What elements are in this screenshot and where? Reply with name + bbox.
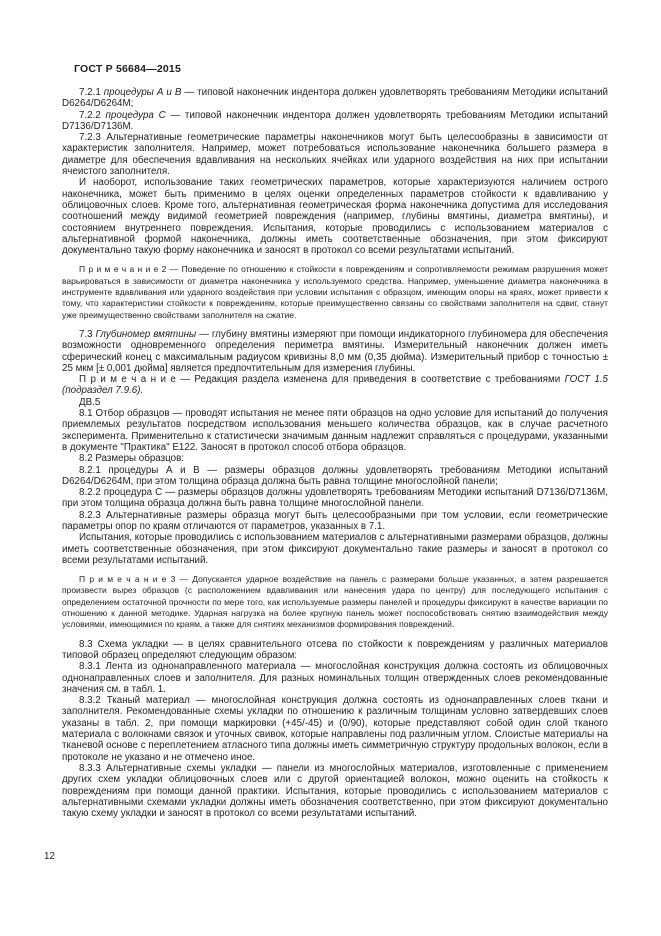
paragraph-8-2-2: 8.2.2 процедура С — размеры образцов должны удовлетворять требованиям Методики испытаний D7136/D7136M, при этом толщина образца должна быть равна толщине многослойной панели. xyxy=(62,487,608,510)
note-text: Допускается ударное воздействие на панель с размерами больше указанных, а затем разрешается произвести вырез образцов (с расположением вдавливания или нанесения удара по центру) для последующего испытания с определением остаточной прочности по мере того, как используемые размеры панелей и процедуры фиксируют в качестве вариации по отношению к данной методике. Ударная нагрузка на более крупную панель может поспособствовать снятию взаимодействия между условиями, имеющимися по краям, а также для снятиях механизмов формирования повреждений. xyxy=(62,574,608,630)
document-body xyxy=(62,87,608,819)
document-header: ГОСТ Р 56684—2015 xyxy=(74,63,182,75)
clause-term: Глубиномер вмятины xyxy=(95,328,197,340)
clause-term: процедура С xyxy=(105,109,166,121)
note-text: Поведение по отношению к стойкости к повреждениям и сопротивляемости режимам разрушения может варьироваться в зависимости от диаметра наконечника у используемого средства. Например, уменьшение диаметра наконечника в инструменте вдавливания или ударного воздействия при условии испытания с образцом, имеющим опоры на краях, может привести к тому, что характеристики стойкости к повреждениям, которые преимущественно связаны со свойствами заполнителя на сдвиг, станут уже преимущественно свойствами заполнителя на сжатие. xyxy=(62,264,608,320)
note-revision xyxy=(62,374,608,397)
note-3 xyxy=(62,574,608,630)
paragraph-8-3-3: 8.3.3 Альтернативные схемы укладки — панели из многослойных материалов, изготовленные с применением других схем укладки облицовочных слоев или с другой ориентацией волокон, можно оценить на стойкость к повреждениям при помощи данной практики. Испытания, которые проводились с использованием материалов с альтернативными схемами укладки должны иметь обозначения соответственно, при этом фиксируют документально такую схему укладки и заносят в протокол со всеми результатами испытаний. xyxy=(62,762,608,820)
paragraph-7-2-3-continued: И наоборот, использование таких геометрических параметров, которые характеризуются наличием острого наконечника, может быть применимо в целях оценки определенных параметров стойкости к вдавливанию у облицовочных слоев. Кроме того, альтернативная геометрическая форма наконечника допустима для исследования соотношений между видимой геометрией повреждения (например, глубины вмятины, диаметра вмятины), и состоянием внутреннего повреждения. Испытания, которые проводились с использованием материалов с альтернативной формой наконечника, должны иметь соответственные обозначения, при этом фиксируют документально такую форму наконечника и заносят в протокол со всеми результатами испытаний. xyxy=(62,177,608,257)
paragraph-dv-5: ДВ.5 xyxy=(79,396,101,408)
note-label: П р и м е ч а н и е 2 — xyxy=(79,264,182,275)
note-label: П р и м е ч а н и е 3 — xyxy=(79,574,193,585)
paragraph-8-3-2: 8.3.2 Тканый материал — многослойная конструкция должна состоять из однонаправленных слоев ткани и заполнителя. Рекомендованные схемы укладки по отношению к различным толщинам условно затвердевших слоев указаны в табл. 2, при помощи маркировки (+45/-45) и (0/90), которые представляют собой один слой тканого материала с волокнами связок и уточных свивок, которые направлены под различным углом. Слоистые материалы на тканевой основе с переплетением атласного типа должны иметь симметричную структуру продольных волокон, если в протоколе не указано и не отмечено иное. xyxy=(62,695,608,763)
paragraph-7-3 xyxy=(62,329,608,374)
paragraph-8-2-1: 8.2.1 процедуры А и В — размеры образцов должны удовлетворять требованиям Методики испытаний D6264/D6264M, при этом толщина образца должна быть равна толщине многослойной панели; xyxy=(62,464,608,487)
paragraph-8-2-3: 8.2.3 Альтернативные размеры образца могут быть целесообразными при том условии, если геометрические параметры опор по краям отличаются от параметров, указанных в 7.1. xyxy=(62,509,608,532)
clause-text: — глубину вмятины измеряют при помощи индикаторного глубиномера для обеспечения возможности одновременного определения периметра вмятины. Измерительный наконечник должен иметь сферический конец с максимальным радиусом кривизны 8,0 мм (0,35 дюйма). Измерительный прибор с точностью ± 25 мкм [± 0,001 дюйма] является предпочтительным для измерения глубины. xyxy=(62,328,609,374)
clause-number: 7.2.2 xyxy=(79,109,106,121)
paragraph-7-2-1 xyxy=(62,87,608,110)
paragraph-8-2-3-continued: Испытания, которые проводились с использованием материалов с альтернативными размерами образцов, должны иметь соответственные обозначения, при этом фиксируют документально такие размеры и заносят в протокол со всеми результатами испытаний. xyxy=(62,532,608,566)
paragraph-8-3-1: 8.3.1 Лента из однонаправленного материала — многослойная конструкция должна состоять из облицовочных однонаправленных слоев и заполнителя. Для разных номинальных толщин отвержденных слоев рекомендованные значения см. в табл. 1. xyxy=(62,661,608,695)
paragraph-8-2: 8.2 Размеры образцов: xyxy=(79,453,184,465)
note-label: П р и м е ч а н и е — xyxy=(79,374,195,386)
clause-term: процедуры А и В xyxy=(103,87,182,98)
note-text: Редакция раздела изменена для приведения в соответствие с требованиями xyxy=(194,374,565,386)
paragraph-7-2-3: 7.2.3 Альтернативные геометрические параметры наконечников могут быть целесообразны в зависимости от характеристик заполнителя. Например, может потребоваться использование наконечника большего размера в диаметре для обеспечения вдавливания на нескольких ячейках или ударного воздействия на них при испытании ячеистого заполнителя. xyxy=(62,132,608,178)
paragraph-7-2-2 xyxy=(62,110,608,133)
clause-number: 7.2.1 xyxy=(79,87,104,98)
paragraph-8-1: 8.1 Отбор образцов — проводят испытания не менее пяти образцов на одно условие для испытаний до получения приемлемых результатов посредством использования меньшего количества образцов, как в случае расчетного эксперимента. Применительно к статистически значимым данным надлежит справляться с процедурами, указанными в документе "Практика" Е122. Заносят в протокол способ отбора образцов. xyxy=(62,408,608,453)
note-2 xyxy=(62,264,608,320)
clause-text: — типовой наконечник индентора должен удовлетворять требованиям Методики испытаний D7136/D7136M. xyxy=(62,109,609,132)
paragraph-8-3: 8.3 Схема укладки — в целях сравнительного отсева по стойкости к повреждениям у различных материалов типовой образец определяют следующим образом: xyxy=(62,638,608,661)
gost-reference: ГОСТ 1.5 (подраздел 7.9.6). xyxy=(62,374,608,397)
clause-number: 7.3 xyxy=(79,328,96,340)
page-number: 12 xyxy=(44,851,55,862)
clause-text: — типовой наконечник индентора должен удовлетворять требованиям Методики испытаний D6264/D6264M; xyxy=(62,87,609,110)
